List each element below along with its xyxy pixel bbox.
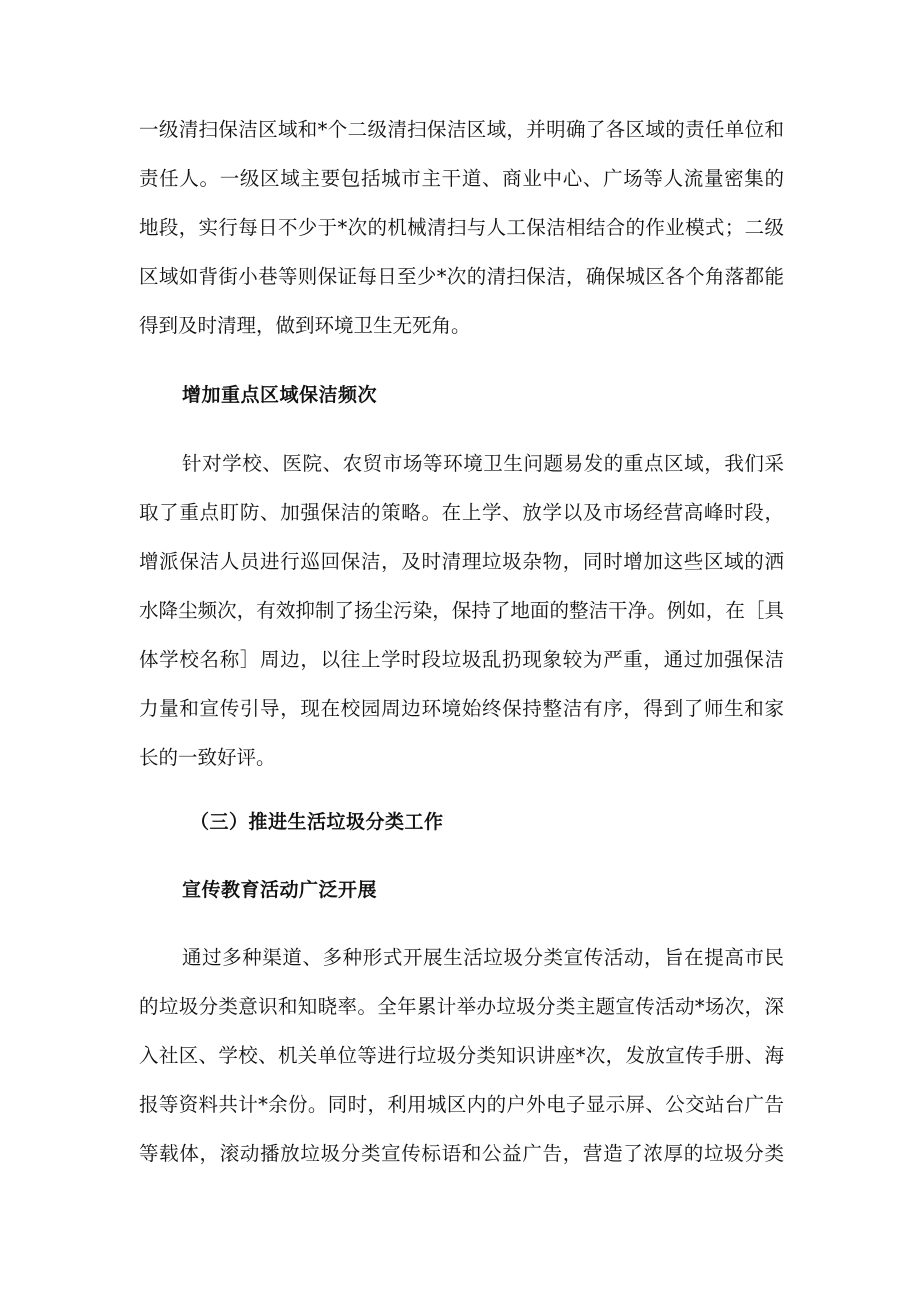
- paragraph-1-line-2: 责任人。一级区域主要包括城市主干道、商业中心、广场等人流量密集的: [139, 167, 784, 190]
- paragraph-3-line-2: 的垃圾分类意识和知晓率。全年累计举办垃圾分类主题宣传活动*场次，深: [139, 995, 784, 1018]
- paragraph-2-line-5: 体学校名称］周边，以往上学时段垃圾乱扔现象较为严重，通过加强保洁: [139, 648, 784, 671]
- paragraph-3-line-5: 等载体，滚动播放垃圾分类宣传标语和公益广告，营造了浓厚的垃圾分类: [139, 1142, 784, 1165]
- section-heading-waste-sorting: （三）推进生活垃圾分类工作: [190, 811, 444, 833]
- paragraph-1-line-3: 地段，实行每日不少于*次的机械清扫与人工保洁相结合的作业模式；二级: [139, 216, 784, 239]
- paragraph-1-line-5: 得到及时清理，做到环境卫生无死角。: [139, 314, 471, 337]
- section-heading-cleaning-frequency: 增加重点区域保洁频次: [182, 384, 378, 406]
- paragraph-3-line-3: 入社区、学校、机关单位等进行垃圾分类知识讲座*次，发放宣传手册、海: [139, 1044, 784, 1067]
- paragraph-2-line-7: 长的一致好评。: [139, 746, 276, 769]
- paragraph-3-line-4: 报等资料共计*余份。同时，利用城区内的户外电子显示屏、公交站台广告: [139, 1093, 784, 1116]
- paragraph-2-line-2: 取了重点盯防、加强保洁的策略。在上学、放学以及市场经营高峰时段，: [139, 501, 784, 524]
- paragraph-2-line-1: 针对学校、医院、农贸市场等环境卫生问题易发的重点区域，我们采: [182, 452, 784, 475]
- paragraph-1-line-4: 区域如背街小巷等则保证每日至少*次的清扫保洁，确保城区各个角落都能: [139, 265, 784, 288]
- section-heading-publicity-education: 宣传教育活动广泛开展: [182, 879, 378, 901]
- paragraph-2-line-3: 增派保洁人员进行巡回保洁，及时清理垃圾杂物，同时增加这些区域的洒: [139, 550, 784, 573]
- paragraph-1-line-1: 一级清扫保洁区域和*个二级清扫保洁区域，并明确了各区域的责任单位和: [139, 118, 784, 141]
- paragraph-2-line-6: 力量和宣传引导，现在校园周边环境始终保持整洁有序，得到了师生和家: [139, 697, 784, 720]
- paragraph-3-line-1: 通过多种渠道、多种形式开展生活垃圾分类宣传活动，旨在提高市民: [182, 946, 784, 969]
- paragraph-2-line-4: 水降尘频次，有效抑制了扬尘污染，保持了地面的整洁干净。例如，在［具: [139, 599, 784, 622]
